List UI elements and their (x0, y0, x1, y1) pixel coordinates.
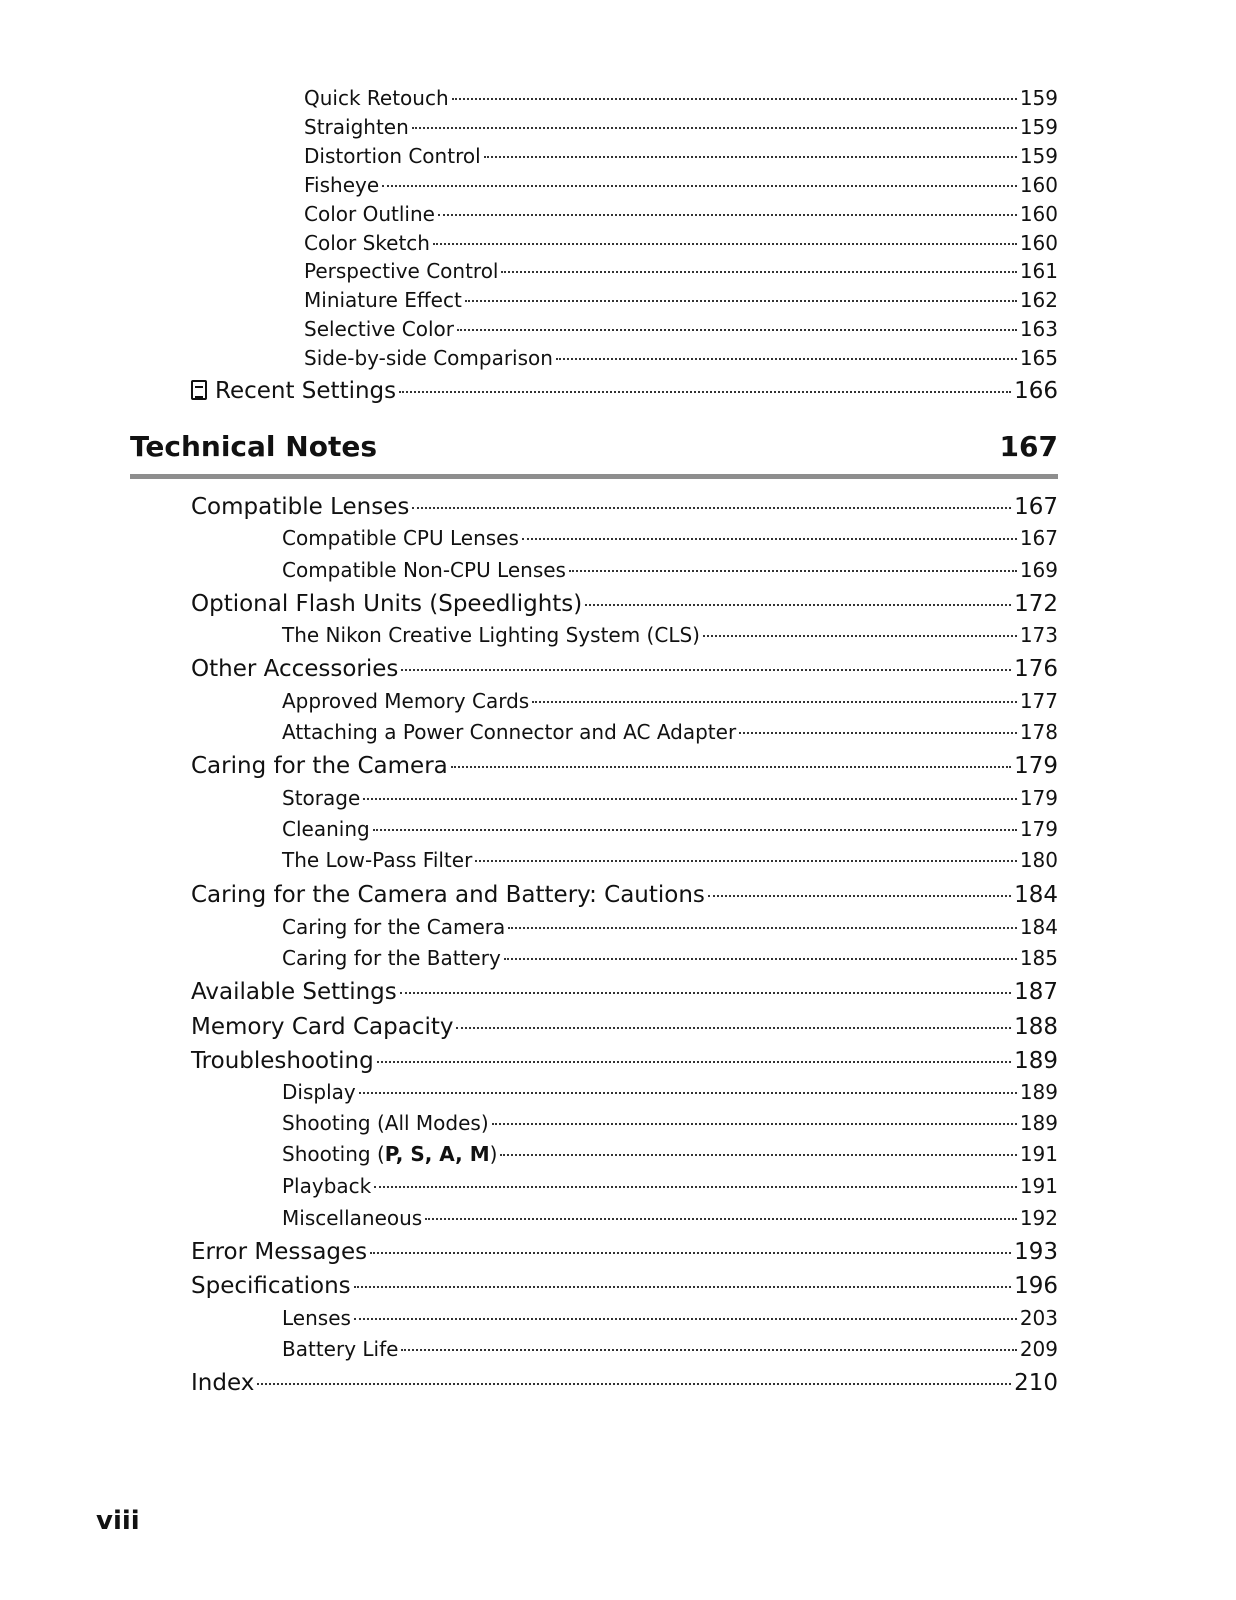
dot-leader (370, 1252, 1011, 1254)
toc-entry-label: Selective Color (304, 317, 454, 341)
toc-entry-label: The Low-Pass Filter (282, 848, 473, 872)
toc-entry-low-pass-filter[interactable] (282, 848, 1058, 877)
toc-entry-page: 166 (1014, 378, 1058, 404)
label-prefix: Shooting ( (282, 1142, 385, 1166)
dot-leader (399, 391, 1011, 393)
dot-leader (433, 243, 1017, 245)
toc-entry-optional-flash-units[interactable] (191, 591, 1058, 623)
toc-entry-label: Index (191, 1370, 255, 1396)
toc-entry-page: 192 (1019, 1206, 1058, 1230)
toc-entry-page: 193 (1014, 1239, 1058, 1265)
toc-entry-page: 173 (1019, 623, 1058, 647)
dot-leader (451, 766, 1011, 768)
dot-leader (492, 1123, 1017, 1125)
toc-entry-label: Color Outline (304, 202, 435, 226)
dot-leader (456, 1027, 1011, 1029)
toc-entry-page: 184 (1019, 915, 1058, 939)
toc-entry-page: 160 (1019, 202, 1058, 226)
section-divider (130, 474, 1058, 479)
dot-leader (585, 604, 1011, 606)
toc-entry-label: Optional Flash Units (Speedlights) (191, 591, 583, 617)
dot-leader (401, 669, 1011, 671)
toc-entry-battery-life[interactable] (282, 1337, 1058, 1366)
toc-entry-compatible-non-cpu-lenses[interactable] (282, 558, 1058, 587)
toc-entry-selective-color[interactable] (304, 317, 1058, 345)
section-heading-technical-notes[interactable] (130, 430, 1058, 466)
toc-entry-label: Playback (282, 1174, 372, 1198)
toc-entry-creative-lighting-system[interactable] (282, 623, 1058, 652)
label-suffix: ) (489, 1142, 498, 1166)
toc-entry-compatible-cpu-lenses[interactable] (282, 526, 1058, 555)
toc-entry-label: Quick Retouch (304, 86, 449, 110)
toc-entry-approved-memory-cards[interactable] (282, 689, 1058, 718)
dot-leader (522, 538, 1017, 540)
dot-leader (373, 829, 1017, 831)
toc-entry-label: Memory Card Capacity (191, 1014, 454, 1040)
toc-entry-page: 159 (1019, 86, 1058, 110)
dot-leader (457, 329, 1017, 331)
toc-entry-label: Color Sketch (304, 231, 430, 255)
toc-entry-color-outline[interactable] (304, 202, 1058, 230)
toc-entry-playback[interactable] (282, 1174, 1058, 1203)
dot-leader (475, 860, 1017, 862)
toc-entry-label: Miniature Effect (304, 288, 462, 312)
dot-leader (425, 1218, 1017, 1220)
toc-entry-fisheye[interactable] (304, 173, 1058, 201)
toc-entry-page: 189 (1014, 1048, 1058, 1074)
toc-entry-page: 203 (1019, 1306, 1058, 1330)
toc-entry-label: Compatible CPU Lenses (282, 526, 519, 550)
toc-entry-caring-for-camera-sub[interactable] (282, 915, 1058, 944)
toc-entry-label: Specifications (191, 1273, 351, 1299)
toc-entry-label: Cleaning (282, 817, 370, 841)
toc-entry-label: Error Messages (191, 1239, 368, 1265)
toc-entry-label: Approved Memory Cards (282, 689, 530, 713)
toc-entry-perspective-control[interactable] (304, 259, 1058, 287)
toc-entry-page: 191 (1019, 1174, 1058, 1198)
dot-leader (438, 214, 1017, 216)
toc-entry-storage[interactable] (282, 786, 1058, 815)
toc-entry-page: 161 (1019, 259, 1058, 283)
toc-entry-label: Straighten (304, 115, 409, 139)
dot-leader (257, 1383, 1011, 1385)
dot-leader (708, 895, 1011, 897)
dot-leader (363, 798, 1017, 800)
dot-leader (569, 570, 1017, 572)
toc-entry-caring-for-battery[interactable] (282, 946, 1058, 975)
toc-entry-page: 179 (1014, 753, 1058, 779)
toc-entry-label-wrap (191, 378, 396, 404)
toc-entry-label: Other Accessories (191, 656, 399, 682)
toc-entry-power-connector-ac-adapter[interactable] (282, 720, 1058, 749)
toc-entry-page: 179 (1019, 817, 1058, 841)
toc-entry-label: Caring for the Camera and Battery: Cautions (191, 882, 705, 908)
toc-entry-other-accessories[interactable] (191, 656, 1058, 688)
toc-entry-page: 185 (1019, 946, 1058, 970)
toc-entry-distortion-control[interactable] (304, 144, 1058, 172)
toc-entry-page: 209 (1019, 1337, 1058, 1361)
dot-leader (484, 156, 1017, 158)
dot-leader (452, 98, 1017, 100)
toc-entry-page: 169 (1019, 558, 1058, 582)
toc-entry-label: Battery Life (282, 1337, 399, 1361)
dot-leader (377, 1061, 1011, 1063)
toc-entry-label: Side-by-side Comparison (304, 346, 553, 370)
toc-entry-index[interactable] (191, 1370, 1058, 1402)
toc-entry-display[interactable] (282, 1080, 1058, 1109)
toc-entry-label: Perspective Control (304, 259, 499, 283)
toc-entry-label: Fisheye (304, 173, 380, 197)
toc-entry-label: Troubleshooting (191, 1048, 374, 1074)
toc-entry-page: 160 (1019, 173, 1058, 197)
dot-leader (382, 185, 1017, 187)
dot-leader (556, 358, 1017, 360)
toc-entry-label: Compatible Lenses (191, 494, 410, 520)
toc-entry-camera-battery-cautions[interactable] (191, 882, 1058, 914)
toc-entry-side-by-side-comparison[interactable] (304, 346, 1058, 374)
page-number: viii (96, 1506, 140, 1536)
toc-entry-straighten[interactable] (304, 115, 1058, 143)
toc-entry-compatible-lenses[interactable] (191, 494, 1058, 526)
toc-entry-caring-for-camera[interactable] (191, 753, 1058, 785)
toc-entry-memory-card-capacity[interactable] (191, 1014, 1058, 1046)
dot-leader (374, 1186, 1017, 1188)
toc-entry-page: 189 (1019, 1080, 1058, 1104)
toc-entry-page: 180 (1019, 848, 1058, 872)
section-page: 167 (999, 430, 1058, 463)
toc-entry-page: 187 (1014, 979, 1058, 1005)
toc-entry-page: 160 (1019, 231, 1058, 255)
dot-leader (412, 127, 1017, 129)
toc-entry-page: 176 (1014, 656, 1058, 682)
toc-entry-page: 172 (1014, 591, 1058, 617)
toc-entry-page: 159 (1019, 115, 1058, 139)
toc-entry-page: 210 (1014, 1370, 1058, 1396)
dot-leader (532, 701, 1017, 703)
toc-entry-troubleshooting[interactable] (191, 1048, 1058, 1080)
toc-entry-page: 177 (1019, 689, 1058, 713)
toc-entry-label: Attaching a Power Connector and AC Adapter (282, 720, 737, 744)
toc-entry-label: Lenses (282, 1306, 351, 1330)
toc-entry-label: Available Settings (191, 979, 397, 1005)
dot-leader (400, 992, 1011, 994)
toc-entry-page: 178 (1019, 720, 1058, 744)
toc-entry-lenses[interactable] (282, 1306, 1058, 1335)
toc-entry-page: 191 (1019, 1142, 1058, 1166)
dot-leader (465, 300, 1017, 302)
toc-entry-specifications[interactable] (191, 1273, 1058, 1305)
dot-leader (401, 1349, 1016, 1351)
toc-entry-label: Shooting (All Modes) (282, 1111, 489, 1135)
toc-entry-available-settings[interactable] (191, 979, 1058, 1011)
toc-entry-label: Compatible Non-CPU Lenses (282, 558, 566, 582)
toc-entry-label: Storage (282, 786, 361, 810)
section-title: Technical Notes (130, 430, 377, 463)
toc-entry-page: 167 (1014, 494, 1058, 520)
toc-entry-error-messages[interactable] (191, 1239, 1058, 1271)
dot-leader (703, 635, 1017, 637)
dot-leader (508, 927, 1017, 929)
toc-entry-page: 165 (1019, 346, 1058, 370)
dot-leader (500, 1154, 1016, 1156)
toc-entry-page: 159 (1019, 144, 1058, 168)
toc-entry-recent-settings[interactable] (191, 378, 1058, 410)
toc-entry-page: 189 (1019, 1111, 1058, 1135)
toc-entry-quick-retouch[interactable] (304, 86, 1058, 114)
toc-entry-page: 196 (1014, 1273, 1058, 1299)
toc-entry-cleaning[interactable] (282, 817, 1058, 846)
toc-entry-label: Distortion Control (304, 144, 481, 168)
toc-entry-label: Caring for the Camera (282, 915, 506, 939)
toc-entry-label: Display (282, 1080, 356, 1104)
toc-entry-page: 184 (1014, 882, 1058, 908)
toc-entry-shooting-all-modes[interactable] (282, 1111, 1058, 1140)
toc-entry-miniature-effect[interactable] (304, 288, 1058, 316)
dot-leader (412, 507, 1011, 509)
toc-entry-label (282, 1142, 497, 1166)
dot-leader (739, 732, 1017, 734)
toc-entry-page: 179 (1019, 786, 1058, 810)
label-modes: P, S, A, M (384, 1142, 490, 1166)
toc-entry-page: 163 (1019, 317, 1058, 341)
dot-leader (354, 1286, 1011, 1288)
toc-entry-label: Caring for the Camera (191, 753, 448, 779)
toc-entry-miscellaneous[interactable] (282, 1206, 1058, 1235)
toc-entry-color-sketch[interactable] (304, 231, 1058, 259)
dot-leader (501, 271, 1016, 273)
recent-settings-menu-icon (191, 380, 207, 400)
dot-leader (359, 1092, 1017, 1094)
toc-entry-page: 162 (1019, 288, 1058, 312)
toc-entry-shooting-psam[interactable] (282, 1142, 1058, 1171)
toc-entry-label: Caring for the Battery (282, 946, 501, 970)
toc-entry-label: Recent Settings (215, 378, 397, 404)
dot-leader (504, 958, 1017, 960)
dot-leader (354, 1318, 1017, 1320)
toc-entry-label: The Nikon Creative Lighting System (CLS) (282, 623, 700, 647)
toc-entry-page: 188 (1014, 1014, 1058, 1040)
toc-entry-label: Miscellaneous (282, 1206, 423, 1230)
toc-entry-page: 167 (1019, 526, 1058, 550)
